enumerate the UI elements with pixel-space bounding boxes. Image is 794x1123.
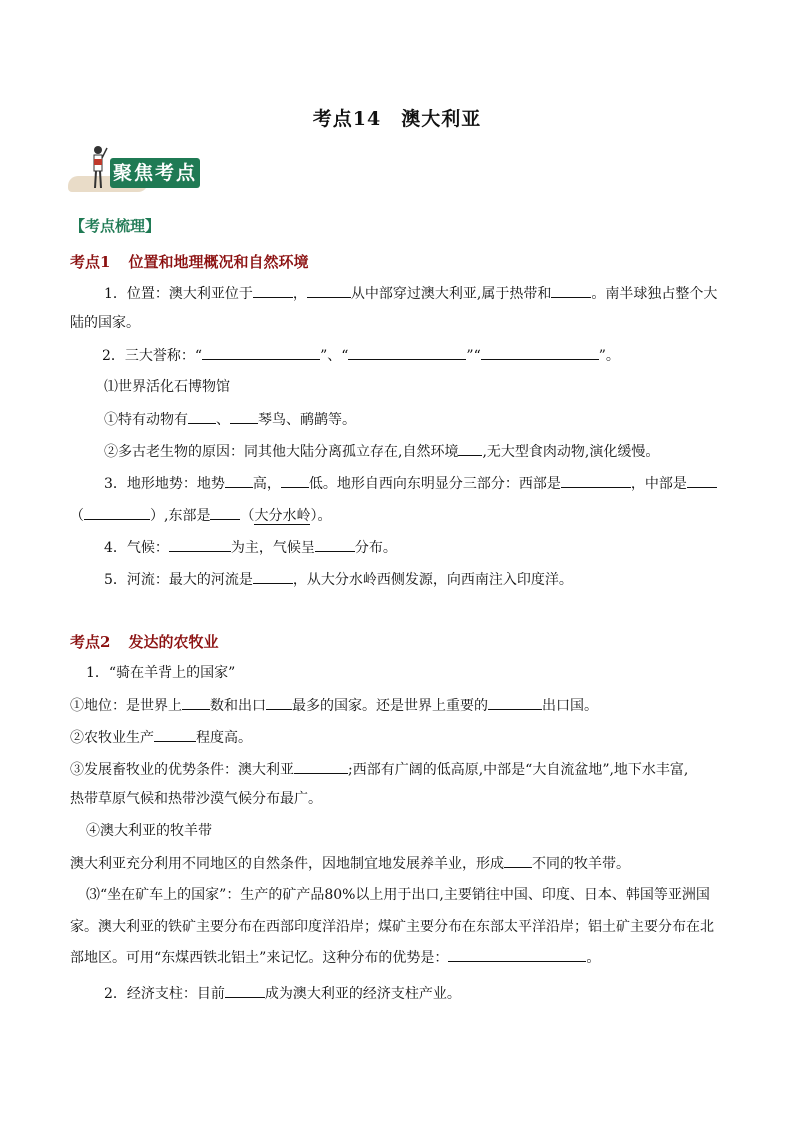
line-status: ①地位：是世界上 数和出口 最多的国家。还是世界上重要的 出口国。 [70, 695, 598, 716]
kp2-heading [70, 631, 218, 652]
blank [488, 695, 542, 710]
line-advantages-cont: 热带草原气候和热带沙漠气候分布最广。 [70, 791, 322, 807]
blank [225, 473, 253, 488]
section-label: 【考点梳理】 [70, 217, 161, 235]
great-dividing-range: 大分水岭 [254, 508, 311, 524]
teacher-figure-icon [88, 144, 108, 190]
blank [154, 727, 196, 742]
blank [281, 473, 309, 488]
page-title: 考点14 澳大利亚 [312, 108, 482, 130]
line-three-titles: 2．三大誉称：“ ”、“ ”“ ”。 [102, 345, 620, 366]
badge-label: 聚焦考点 [110, 158, 200, 188]
blank [504, 853, 532, 868]
blank [561, 473, 631, 488]
focus-badge [66, 142, 206, 198]
line-economic-pillar: 2．经济支柱：目前 成为澳大利亚的经济支柱产业。 [104, 983, 461, 1004]
line-advantages: ③发展畜牧业的优势条件：澳大利亚 ;西部有广阔的低高原,中部是“大自流盆地”,地下水丰富, [70, 759, 688, 780]
line-sheep-belts-text: 澳大利亚充分利用不同地区的自然条件，因地制宜地发展养羊业，形成 不同的牧羊带。 [70, 853, 630, 874]
line-sheep-belts: ④澳大利亚的牧羊带 [86, 823, 212, 839]
line-rivers: 5．河流：最大的河流是 ，从大分水岭西侧发源，向西南注入印度洋。 [104, 569, 573, 590]
line-terrain: 3．地形地势：地势 高， 低。地形自西向东明显分三部分：西部是 ，中部是 [104, 473, 717, 494]
blank [230, 409, 258, 424]
line-ancient-species: ②多古老生物的原因：同其他大陆分离孤立存在,自然环境 ,无大型食肉动物,演化缓慢。 [104, 441, 659, 462]
blank [458, 441, 482, 456]
line-position: 1．位置：澳大利亚位于 ， 从中部穿过澳大利亚,属于热带和 。南半球独占整个大 [104, 283, 717, 304]
blank [182, 695, 210, 710]
blank [266, 695, 292, 710]
blank [294, 759, 348, 774]
blank [188, 409, 216, 424]
blank [225, 983, 265, 998]
line-production: ②农牧业生产 程度高。 [70, 727, 252, 748]
blank [202, 345, 320, 360]
kp2-number: 考点2 [70, 633, 111, 651]
blank [253, 283, 293, 298]
line-mining-advantage: 部地区。可用“东煤西铁北铝土”来记忆。这种分布的优势是： 。 [70, 947, 600, 968]
blank [481, 345, 599, 360]
line-fossil-museum: ⑴世界活化石博物馆 [104, 379, 230, 395]
kp1-number: 考点1 [70, 253, 111, 271]
blank [448, 947, 586, 962]
blank [307, 283, 351, 298]
line-unique-animals: ①特有动物有 、 琴鸟、鸸鹋等。 [104, 409, 356, 430]
kp2-title: 发达的农牧业 [128, 633, 219, 651]
line-sheep-country: 1．“骑在羊背上的国家” [86, 665, 236, 681]
line-climate: 4．气候： 为主，气候呈 分布。 [104, 537, 397, 558]
blank [210, 505, 240, 520]
line-position-cont: 陆的国家。 [70, 315, 140, 331]
line-mining-country: ⑶“坐在矿车上的国家”：生产的矿产品80%以上用于出口,主要销往中国、印度、日本、韩国等亚洲国 [86, 887, 710, 903]
blank [551, 283, 591, 298]
blank [169, 537, 231, 552]
blank [84, 505, 150, 520]
kp1-heading [70, 251, 308, 272]
blank [687, 473, 717, 488]
blank [253, 569, 293, 584]
kp1-title: 位置和地理概况和自然环境 [128, 253, 309, 271]
line-terrain-cont: （ ）,东部是 （大分水岭）。 [70, 505, 331, 526]
line-mining-cont: 家。澳大利亚的铁矿主要分布在西部印度洋沿岸；煤矿主要分布在东部太平洋沿岸；铝土矿主要分布在北 [70, 919, 714, 935]
blank [348, 345, 466, 360]
blank [315, 537, 355, 552]
